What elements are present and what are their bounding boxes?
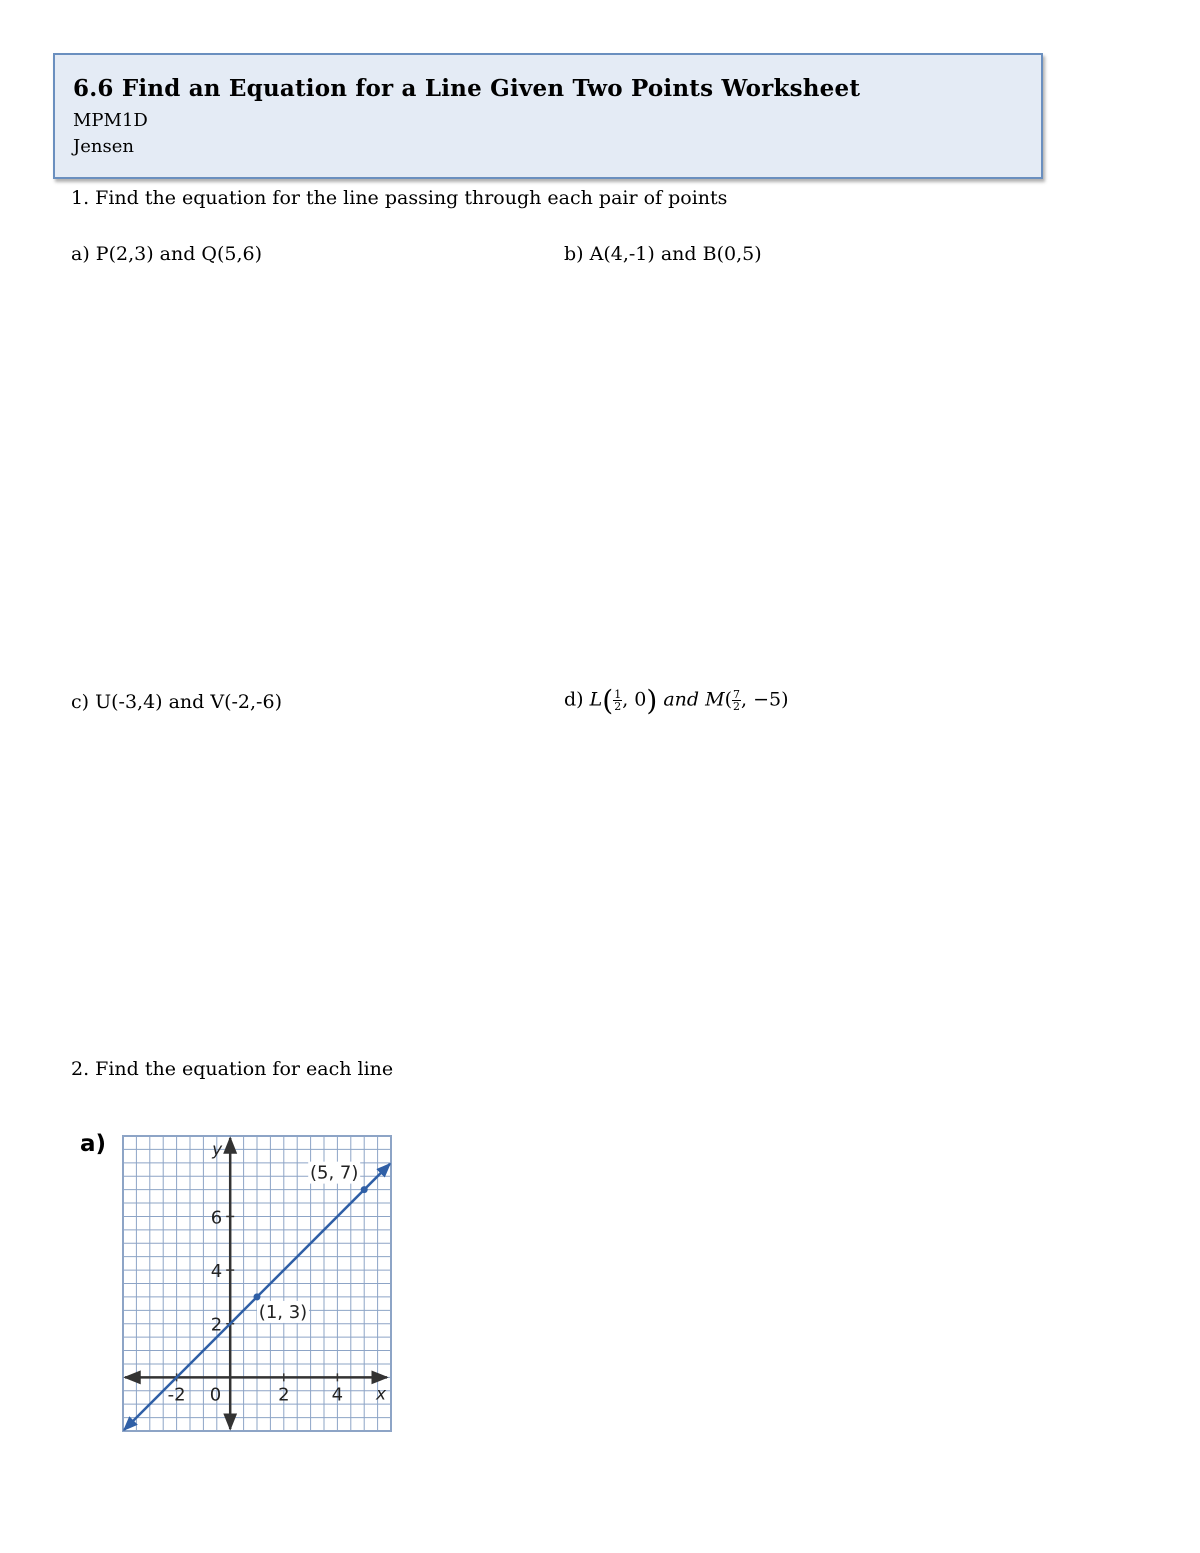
- point-l-name: L: [589, 688, 603, 711]
- x-tick-label: 2: [278, 1384, 290, 1406]
- question-1c: c) U(-3,4) and V(-2,-6): [71, 691, 282, 713]
- point-m-fraction: $\frac{7}{2}$: [733, 688, 741, 713]
- question-1b: b) A(4,-1) and B(0,5): [564, 243, 762, 265]
- origin-label: 0: [209, 1384, 222, 1406]
- y-tick-label: 2: [210, 1314, 223, 1336]
- y-tick-label: 4: [210, 1261, 223, 1283]
- course-code: MPM1D: [73, 110, 148, 131]
- question-1-prompt: 1. Find the equation for the line passing through each pair of points: [71, 187, 728, 209]
- question-1a: a) P(2,3) and Q(5,6): [71, 243, 263, 265]
- data-point: [254, 1293, 261, 1300]
- y-axis-label: y: [212, 1140, 223, 1160]
- point-m-name: M: [705, 688, 725, 711]
- question-2a-label: a): [80, 1131, 107, 1157]
- question-1d-label: d): [564, 688, 584, 711]
- data-point-label: (1, 3): [258, 1301, 308, 1323]
- point-m-y: −5: [753, 688, 782, 711]
- x-axis-label: x: [375, 1384, 387, 1405]
- and-word: and: [663, 688, 700, 711]
- data-point: [361, 1186, 368, 1193]
- point-l-fraction: $\frac{1}{2}$: [614, 688, 622, 713]
- x-tick-label: -2: [167, 1384, 186, 1406]
- data-point-label: (5, 7): [309, 1162, 359, 1184]
- worksheet-header: [53, 53, 1043, 179]
- question-2-prompt: 2. Find the equation for each line: [71, 1058, 394, 1080]
- question-1d: d) L( $\frac{1}{2}$ , 0) and M( $\frac{7}{2}$ , −5): [564, 684, 789, 717]
- y-tick-label: 6: [210, 1207, 223, 1229]
- worksheet-title: 6.6 Find an Equation for a Line Given Two Points Worksheet: [73, 75, 861, 102]
- point-l-y: 0: [634, 688, 647, 711]
- line-graph: [120, 1133, 396, 1435]
- author-name: Jensen: [73, 136, 134, 157]
- x-tick-label: 4: [331, 1384, 344, 1406]
